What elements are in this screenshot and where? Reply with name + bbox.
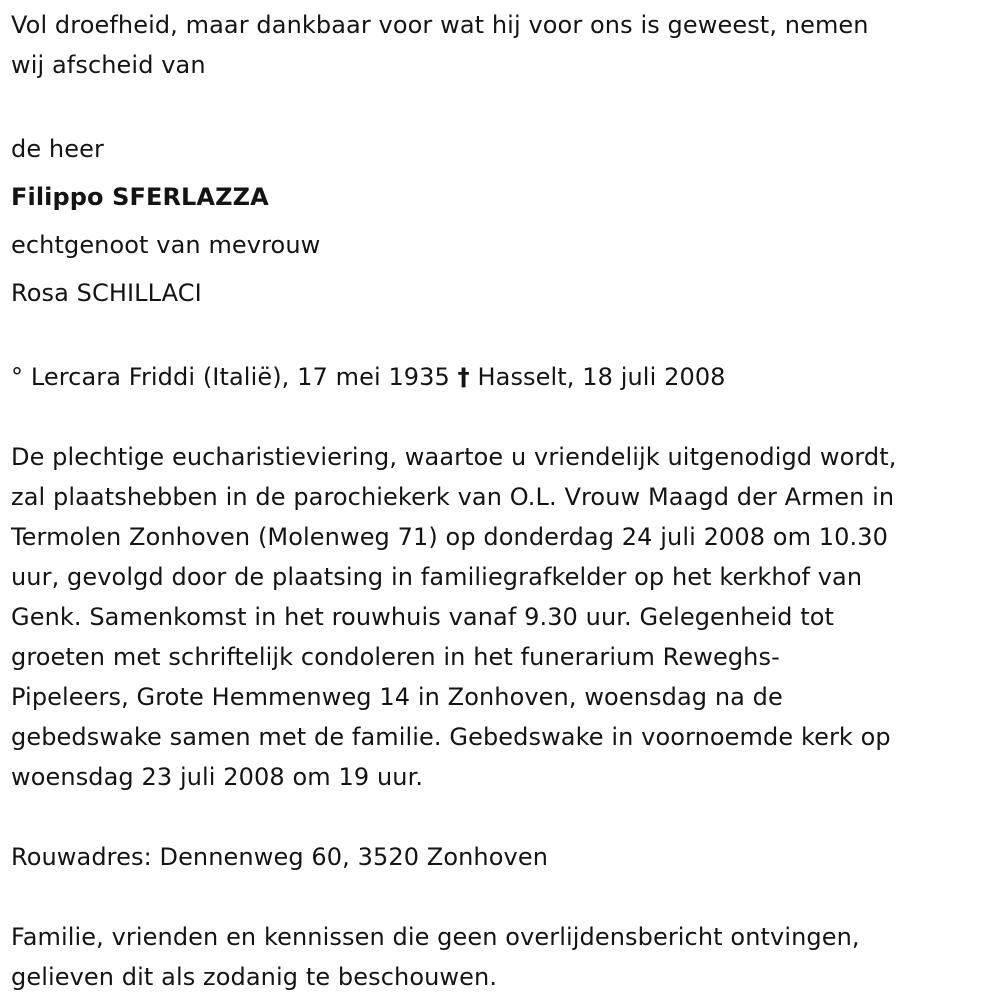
closing-line-1: Familie, vrienden en kennissen die geen overlijdensbericht ontvingen, xyxy=(11,923,860,951)
closing-paragraph xyxy=(11,917,993,997)
deceased-block xyxy=(11,125,993,317)
ceremony-line: groeten met schriftelijk condoleren in het funerarium Reweghs- xyxy=(11,643,780,671)
ceremony-paragraph xyxy=(11,437,993,797)
closing-line-2: gelieven dit als zodanig te beschouwen. xyxy=(11,963,498,991)
death-info: Hasselt, 18 juli 2008 xyxy=(477,363,726,391)
ceremony-line: uur, gevolgd door de plaatsing in familiegrafkelder op het kerkhof van xyxy=(11,563,863,591)
ceremony-line: Termolen Zonhoven (Molenweg 71) op donderdag 24 juli 2008 om 10.30 xyxy=(11,523,888,551)
obituary-notice xyxy=(11,5,993,997)
spouse-name: Rosa SCHILLACI xyxy=(11,279,202,307)
address-block xyxy=(11,837,993,877)
ceremony-line: woensdag 23 juli 2008 om 19 uur. xyxy=(11,763,424,791)
relation-text: echtgenoot van mevrouw xyxy=(11,231,321,259)
deceased-name: Filippo SFERLAZZA xyxy=(11,183,269,211)
ceremony-line: De plechtige eucharistieviering, waartoe u vriendelijk uitgenodigd wordt, xyxy=(11,443,897,471)
ceremony-line: zal plaatshebben in de parochiekerk van O.L. Vrouw Maagd der Armen in xyxy=(11,483,895,511)
dates-line xyxy=(11,357,993,397)
intro-line-1: Vol droefheid, maar dankbaar voor wat hij voor ons is geweest, nemen xyxy=(11,11,869,39)
ceremony-line: Pipeleers, Grote Hemmenweg 14 in Zonhoven, woensdag na de xyxy=(11,683,783,711)
spacer xyxy=(11,317,993,357)
salutation: de heer xyxy=(11,135,104,163)
spacer xyxy=(11,797,993,837)
mourning-address: Rouwadres: Dennenweg 60, 3520 Zonhoven xyxy=(11,843,549,871)
spacer xyxy=(11,397,993,437)
spacer xyxy=(11,85,993,125)
ceremony-line: Genk. Samenkomst in het rouwhuis vanaf 9.30 uur. Gelegenheid tot xyxy=(11,603,835,631)
cross-icon: † xyxy=(457,363,470,391)
intro-line-2: wij afscheid van xyxy=(11,51,206,79)
spacer xyxy=(11,877,993,917)
intro-paragraph xyxy=(11,5,993,85)
ceremony-line: gebedswake samen met de familie. Gebedswake in voornoemde kerk op xyxy=(11,723,891,751)
birth-info: ° Lercara Friddi (Italië), 17 mei 1935 xyxy=(11,363,450,391)
